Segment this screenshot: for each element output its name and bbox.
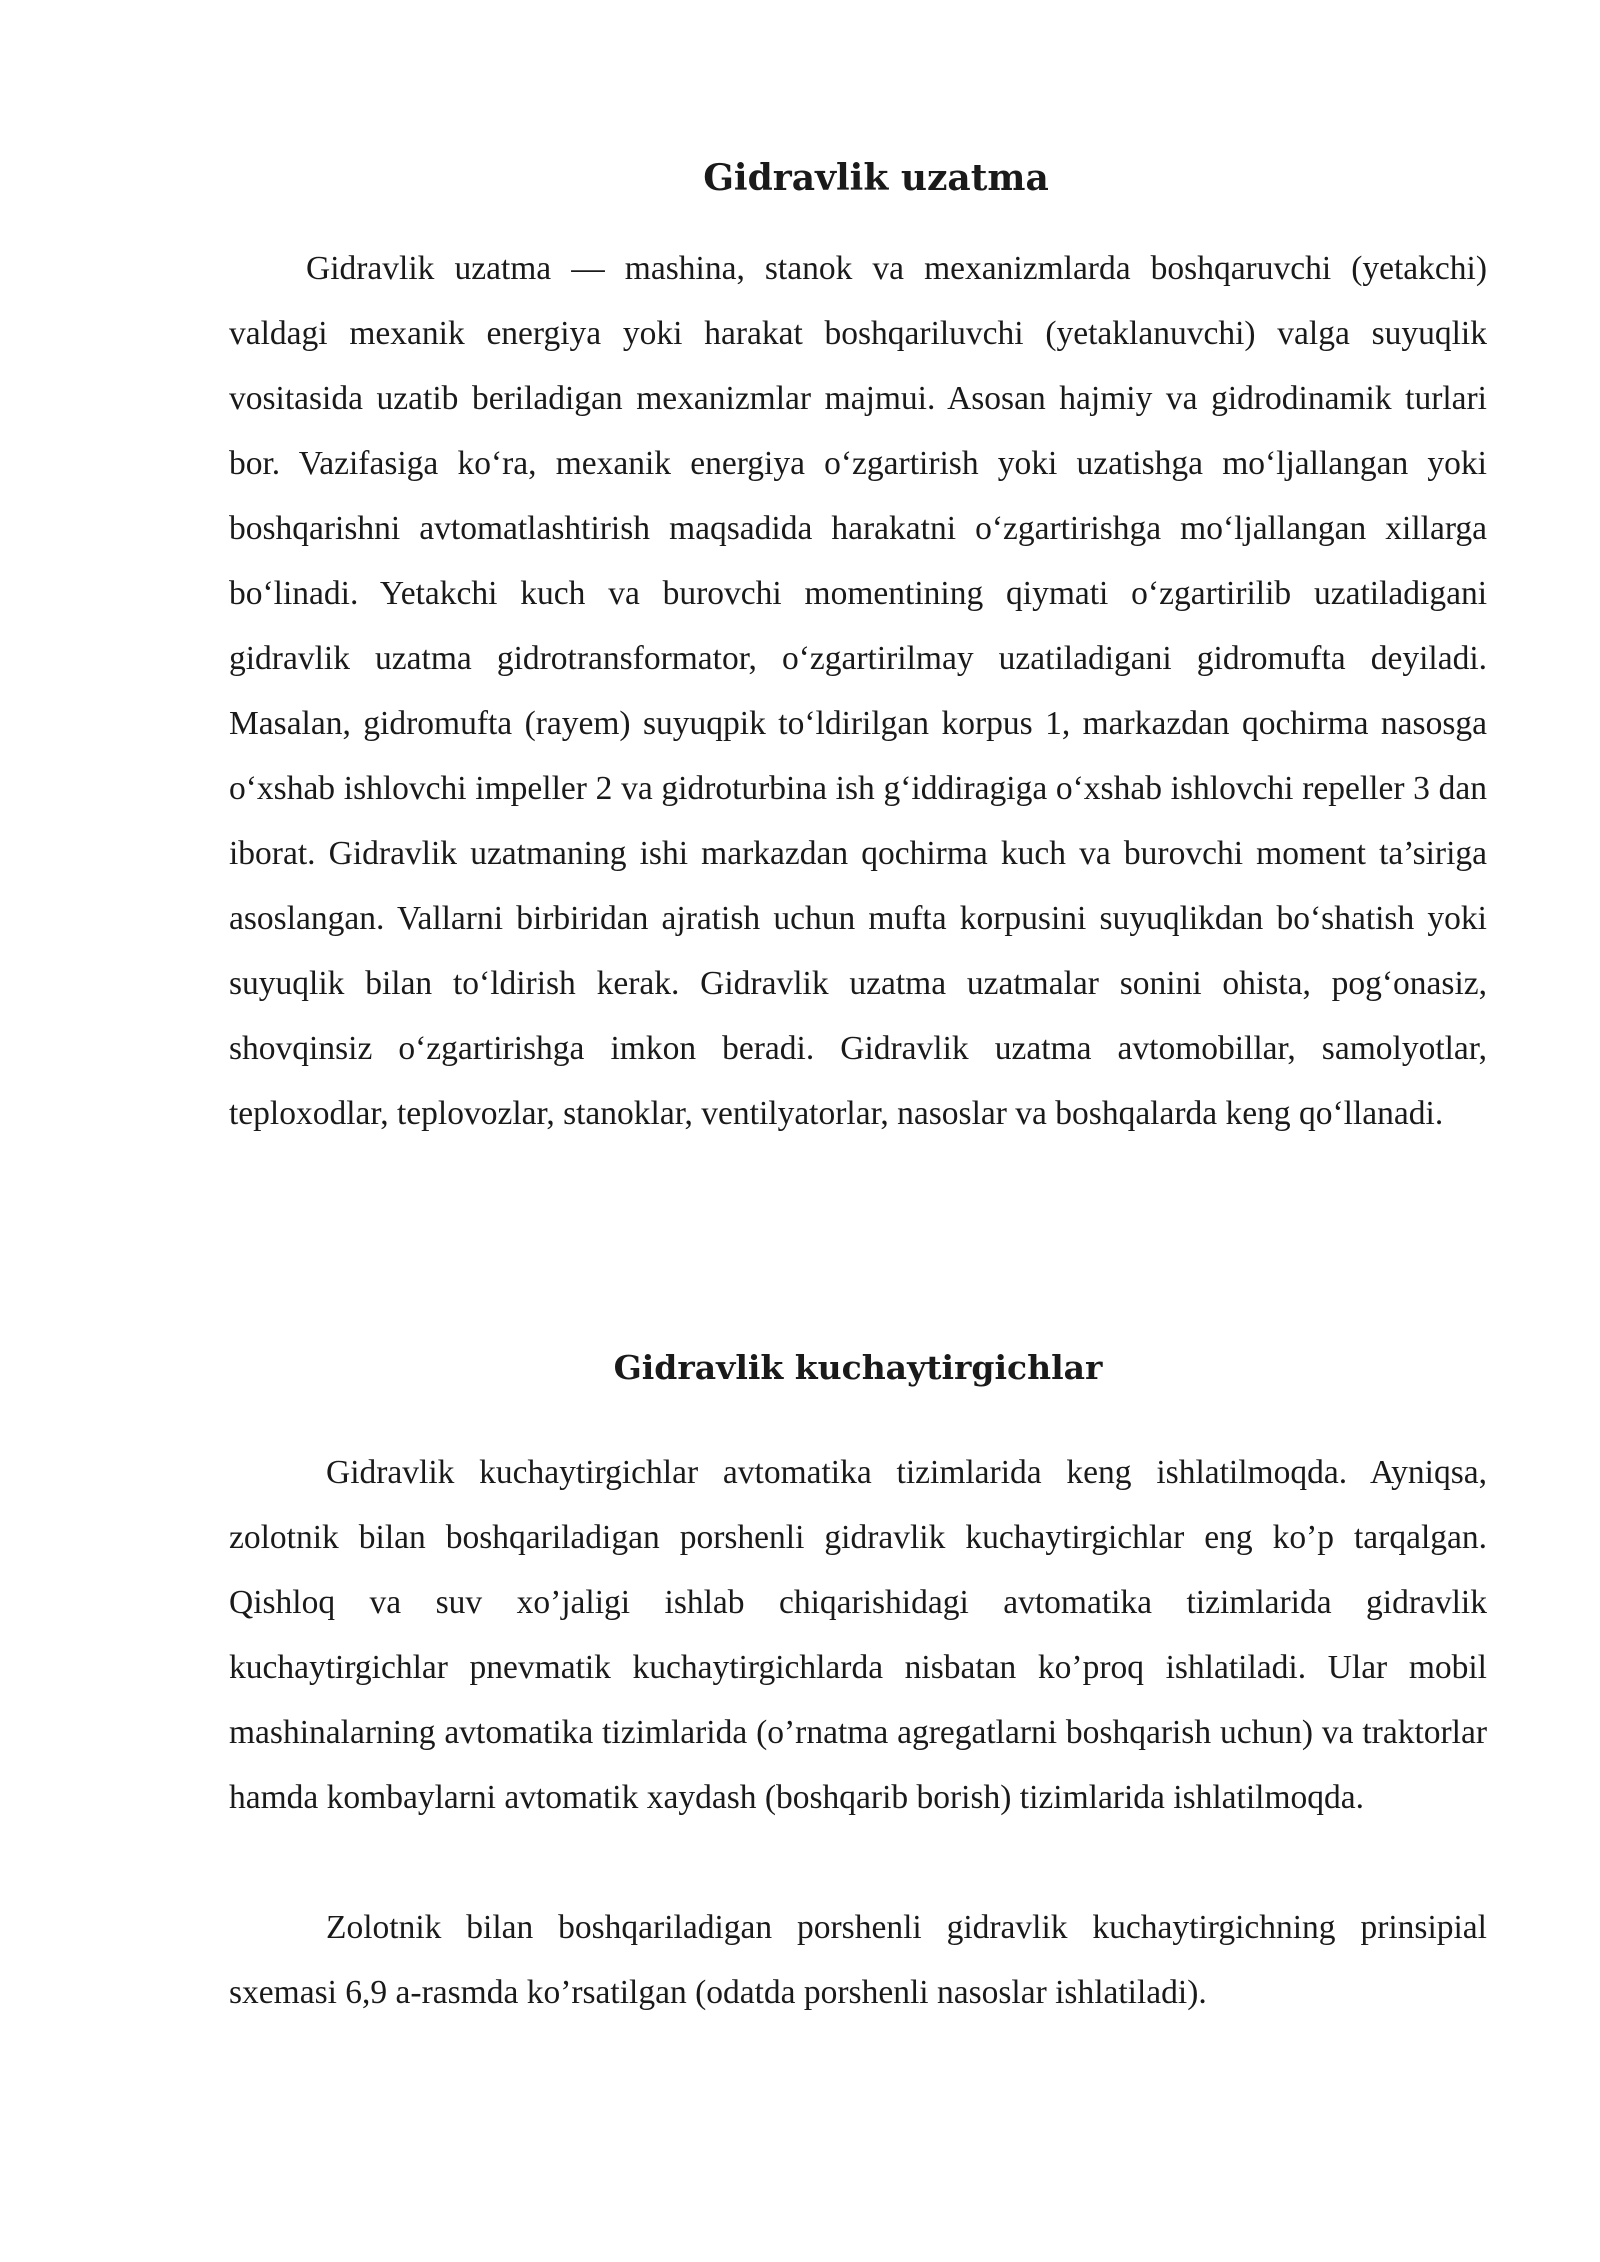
paragraph-zolotnik: Zolotnik bilan boshqariladigan porshenli gidravlik kuchaytirgichning prinsipial sxemasi 6,9 a-rasmda ko’rsatilgan (odatda porshenli nasoslar ishlatiladi).: [229, 1909, 1487, 2011]
section-heading: Gidravlik kuchaytirgichlar: [613, 1348, 1103, 1387]
paragraph-kuchaytirgichlar: Gidravlik kuchaytirgichlar avtomatika tizimlarida keng ishlatilmoqda. Ayniqsa, zolotnik bilan boshqariladigan porshenli gidravlik kuchaytirgichlar eng ko’p tarqalgan. Qishloq va suv xo’jaligi ishlab chiqarishidagi avtomatika tizimlarida gidravlik kuchaytirgichlar pnevmatik kuchaytirgichlarda nisbatan ko’proq ishlatiladi. Ular mobil mashinalarning avtomatika tizimlarida (o’rnatma agregatlarni boshqarish uchun) va traktorlar hamda kombaylarni avtomatik xaydash (boshqarib borish) tizimlarida ishlatilmoqda.: [229, 1454, 1487, 1816]
paragraph-gidravlik-uzatma: Gidravlik uzatma — mashina, stanok va mexanizmlarda boshqaruvchi (yetakchi) valdagi mexanik energiya yoki harakat boshqariluvchi (yetaklanuvchi) valga suyuqlik vositasida uzatib beriladigan mexanizmlar majmui. Asosan hajmiy va gidrodinamik turlari bor. Vazifasiga koʻra, mexanik energiya oʻzgartirish yoki uzatishga moʻljallangan yoki boshqarishni avtomatlashtirish maqsadida harakatni oʻzgartirishga moʻljallangan xillarga boʻlinadi. Yetakchi kuch va burovchi momentining qiymati oʻzgartirilib uzatiladigani gidravlik uzatma gidrotransformator, oʻzgartirilmay uzatiladigani gidromufta deyiladi. Masalan, gidromufta (rayem) suyuqpik toʻldirilgan korpus 1, markazdan qochirma nasosga oʻxshab ishlovchi impeller 2 va gidroturbina ish gʻiddiragiga oʻxshab ishlovchi repeller 3 dan iborat. Gidravlik uzatmaning ishi markazdan qochirma kuch va burovchi moment ta’siriga asoslangan. Vallarni birbiridan ajratish uchun mufta korpusini suyuqlikdan boʻshatish yoki suyuqlik bilan toʻldirish kerak. Gidravlik uzatma uzatmalar sonini ohista, pogʻonasiz, shovqinsiz oʻzgartirishga imkon beradi. Gidravlik uzatma avtomobillar, samolyotlar, teploxodlar, teplovozlar, stanoklar, ventilyatorlar, nasoslar va boshqalarda keng qoʻllanadi.: [229, 250, 1487, 1132]
page-title: Gidravlik uzatma: [703, 157, 1049, 199]
